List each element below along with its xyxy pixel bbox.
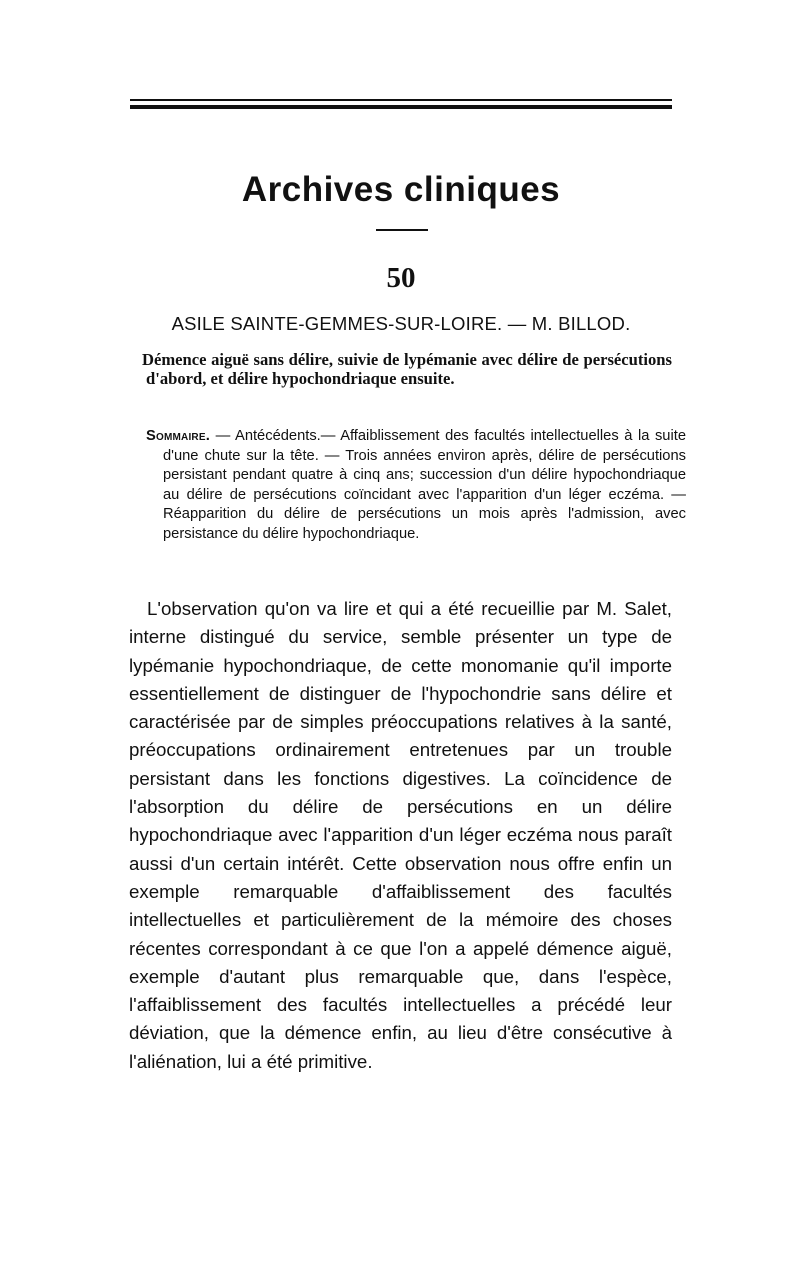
summary: [146, 427, 686, 544]
title-divider: [376, 229, 428, 231]
summary-label: Sommaire.: [146, 428, 211, 444]
institution-line: ASILE SAINTE-GEMMES-SUR-LOIRE. — M. BILLOD.: [171, 313, 631, 334]
summary-text: — Antécédents.— Affaiblissement des facultés intellectuelles à la suite d'une chute sur la tête. — Trois années environ après, délire de persécutions persistant pendant quatre à cinq ans; succession d'un délire hypochondriaque au délire de persécutions coïncidant avec l'apparition d'un léger eczéma. — Réapparition du délire de persécutions un mois après l'admission, avec persistance du délire hypochondriaque.: [163, 428, 686, 542]
header-rule-thick: [130, 105, 672, 109]
case-title: Démence aiguë sans délire, suivie de lypémanie avec délire de persécutions d'abord, et délire hypochondriaque ensuite.: [142, 350, 672, 388]
header-rule-thin: [130, 99, 672, 101]
case-number: 50: [386, 262, 416, 294]
body-paragraph: L'observation qu'on va lire et qui a été recueillie par M. Salet, interne distingué du service, semble présenter un type de lypémanie hypochondriaque, de cette monomanie qu'il importe essentiellement de distinguer de l'hypochondrie sans délire et caractérisée par de simples préoccupations relatives à la santé, préoccupations ordinairement entretenues par un trouble persistant dans les fonctions digestives. La coïncidence de l'absorption du délire de persécutions en un délire hypochondriaque avec l'apparition d'un léger eczéma nous paraît aussi d'un certain intérêt. Cette observation nous offre enfin un exemple remarquable d'affaiblissement des facultés intellectuelles et particulièrement de la mémoire des choses récentes correspondant à ce que l'on a appelé démence aiguë, exemple d'autant plus remarquable que, dans l'espèce, l'affaiblissement des facultés intellectuelles a précédé leur déviation, que la démence enfin, au lieu d'être consécutive à l'aliénation, lui a été primitive.: [129, 598, 672, 1072]
section-title: Archives cliniques: [241, 170, 561, 209]
